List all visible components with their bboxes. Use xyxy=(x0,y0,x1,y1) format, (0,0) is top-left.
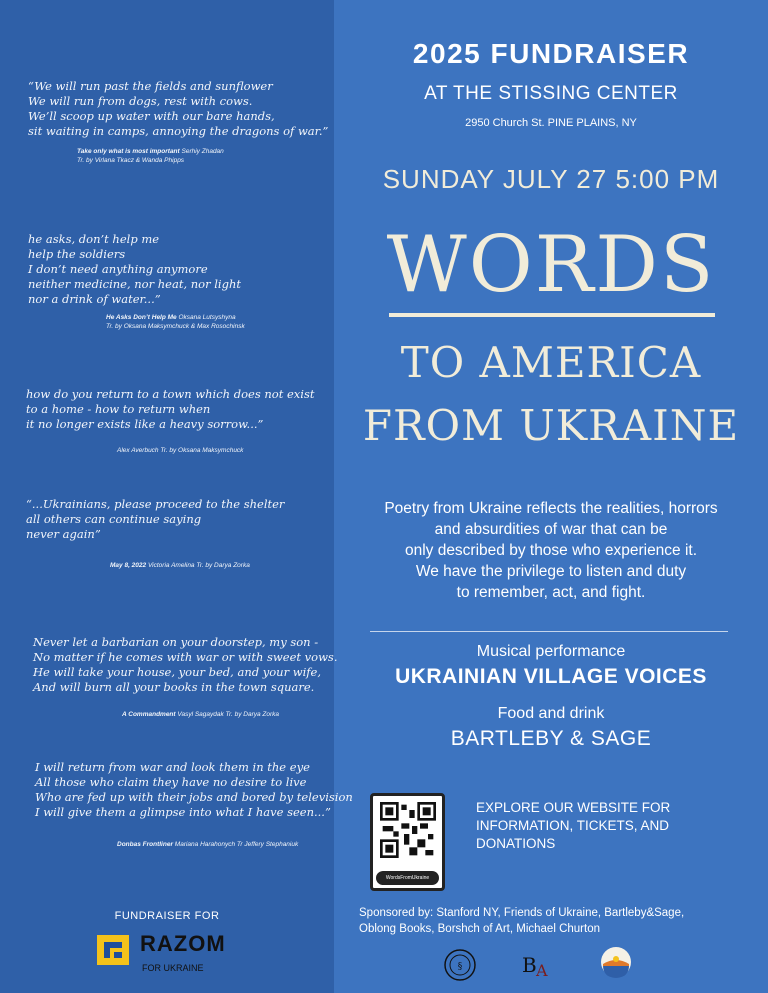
sponsors-text: Sponsored by: Stanford NY, Friends of Ukraine, Bartleby&Sage, Oblong Books, Borshch of Art, Michael Churton xyxy=(359,907,685,935)
poem-4: “...Ukrainians, please proceed to the shelter all others can continue saying never again” xyxy=(26,497,285,541)
poem-6-credit: Donbas Frontliner Mariana Harahonych Tr Jeffery Stephaniuk xyxy=(117,841,299,848)
poem-5: Never let a barbarian on your doorstep, my son - No matter if he comes with war or with sweet vows. He will take your house, your bed, and your wife, And will burn all your books in the town square. xyxy=(33,635,338,694)
poem-6: I will return from war and look them in the eye All those who claim they have no desire to live Who are fed up with their jobs and bored by television I will give them a glimpse into what I have seen...” xyxy=(35,760,353,819)
svg-text:A: A xyxy=(536,961,548,980)
qr-label: WordsFromUkraine xyxy=(376,871,439,885)
poem-1: “We will run past the fields and sunflower We will run from dogs, rest with cows. We’ll scoop up water with our bare hands, sit waiting in camps, annoying the dragons of war.” xyxy=(28,79,329,138)
music-name: UKRAINIAN VILLAGE VOICES xyxy=(395,665,707,688)
food-label: Food and drink xyxy=(497,705,605,722)
fundraiser-for-label: FUNDRAISER FOR xyxy=(114,910,220,922)
svg-text:§: § xyxy=(457,962,463,972)
qr-code-icon xyxy=(380,802,436,858)
poem-4-credit: May 8, 2022 Victoria Amelina Tr. by Darya Zorka xyxy=(110,562,250,569)
headline-rule xyxy=(389,313,715,317)
explore-website-text: EXPLORE OUR WEBSITE FOR INFORMATION, TICKETS, AND DONATIONS xyxy=(476,800,671,851)
poem-3: how do you return to a town which does not exist to a home - how to return when it no longer exists like a heavy sorrow...” xyxy=(26,387,315,431)
friends-of-ukraine-logo-icon xyxy=(600,946,632,978)
svg-text:B: B xyxy=(522,953,537,977)
stanford-seal-icon xyxy=(444,949,476,981)
poem-2-credit: He Asks Don’t Help Me Oksana Lutsyshyna Tr. by Oksana Maksymchuck & Max Rosochinsk xyxy=(106,314,245,330)
event-description: Poetry from Ukraine reflects the realities, horrors and absurdities of war that can be only described by those who experience it. We have the privilege to listen and duty to remember, act, and fight. xyxy=(384,500,718,601)
section-divider xyxy=(370,631,728,632)
poem-1-credit: Take only what is most important Serhiy Zhadan Tr. by Virlana Tkacz & Wanda Phipps xyxy=(77,148,224,164)
music-label: Musical performance xyxy=(476,643,626,660)
razom-logo-icon xyxy=(97,935,129,965)
headline-line3: FROM UKRAINE xyxy=(362,401,740,450)
website-qr-code[interactable] xyxy=(370,793,445,891)
bartleby-sage-logo-icon xyxy=(520,948,552,980)
event-address: 2950 Church St. PINE PLAINS, NY xyxy=(465,117,637,129)
poem-5-credit: A Commandment Vasyl Sagaydak Tr. by Darya Zorka xyxy=(122,711,280,718)
headline-words: WORDS xyxy=(386,220,716,310)
poem-3-credit: Alex Averbuch Tr. by Oksana Maksymchuck xyxy=(117,447,244,454)
event-datetime: SUNDAY JULY 27 5:00 PM xyxy=(382,164,720,194)
poem-2: he asks, don’t help me help the soldiers I don’t need anything anymore neither medicine, nor heat, nor light nor a drink of water...” xyxy=(28,232,241,306)
event-title: 2025 FUNDRAISER xyxy=(412,38,690,69)
headline-line2: TO AMERICA xyxy=(400,338,702,387)
razom-sub: FOR UKRAINE xyxy=(142,963,204,973)
razom-name: RAZOM xyxy=(140,931,226,956)
event-venue: AT THE STISSING CENTER xyxy=(424,83,678,104)
food-name: BARTLEBY & SAGE xyxy=(450,727,652,750)
